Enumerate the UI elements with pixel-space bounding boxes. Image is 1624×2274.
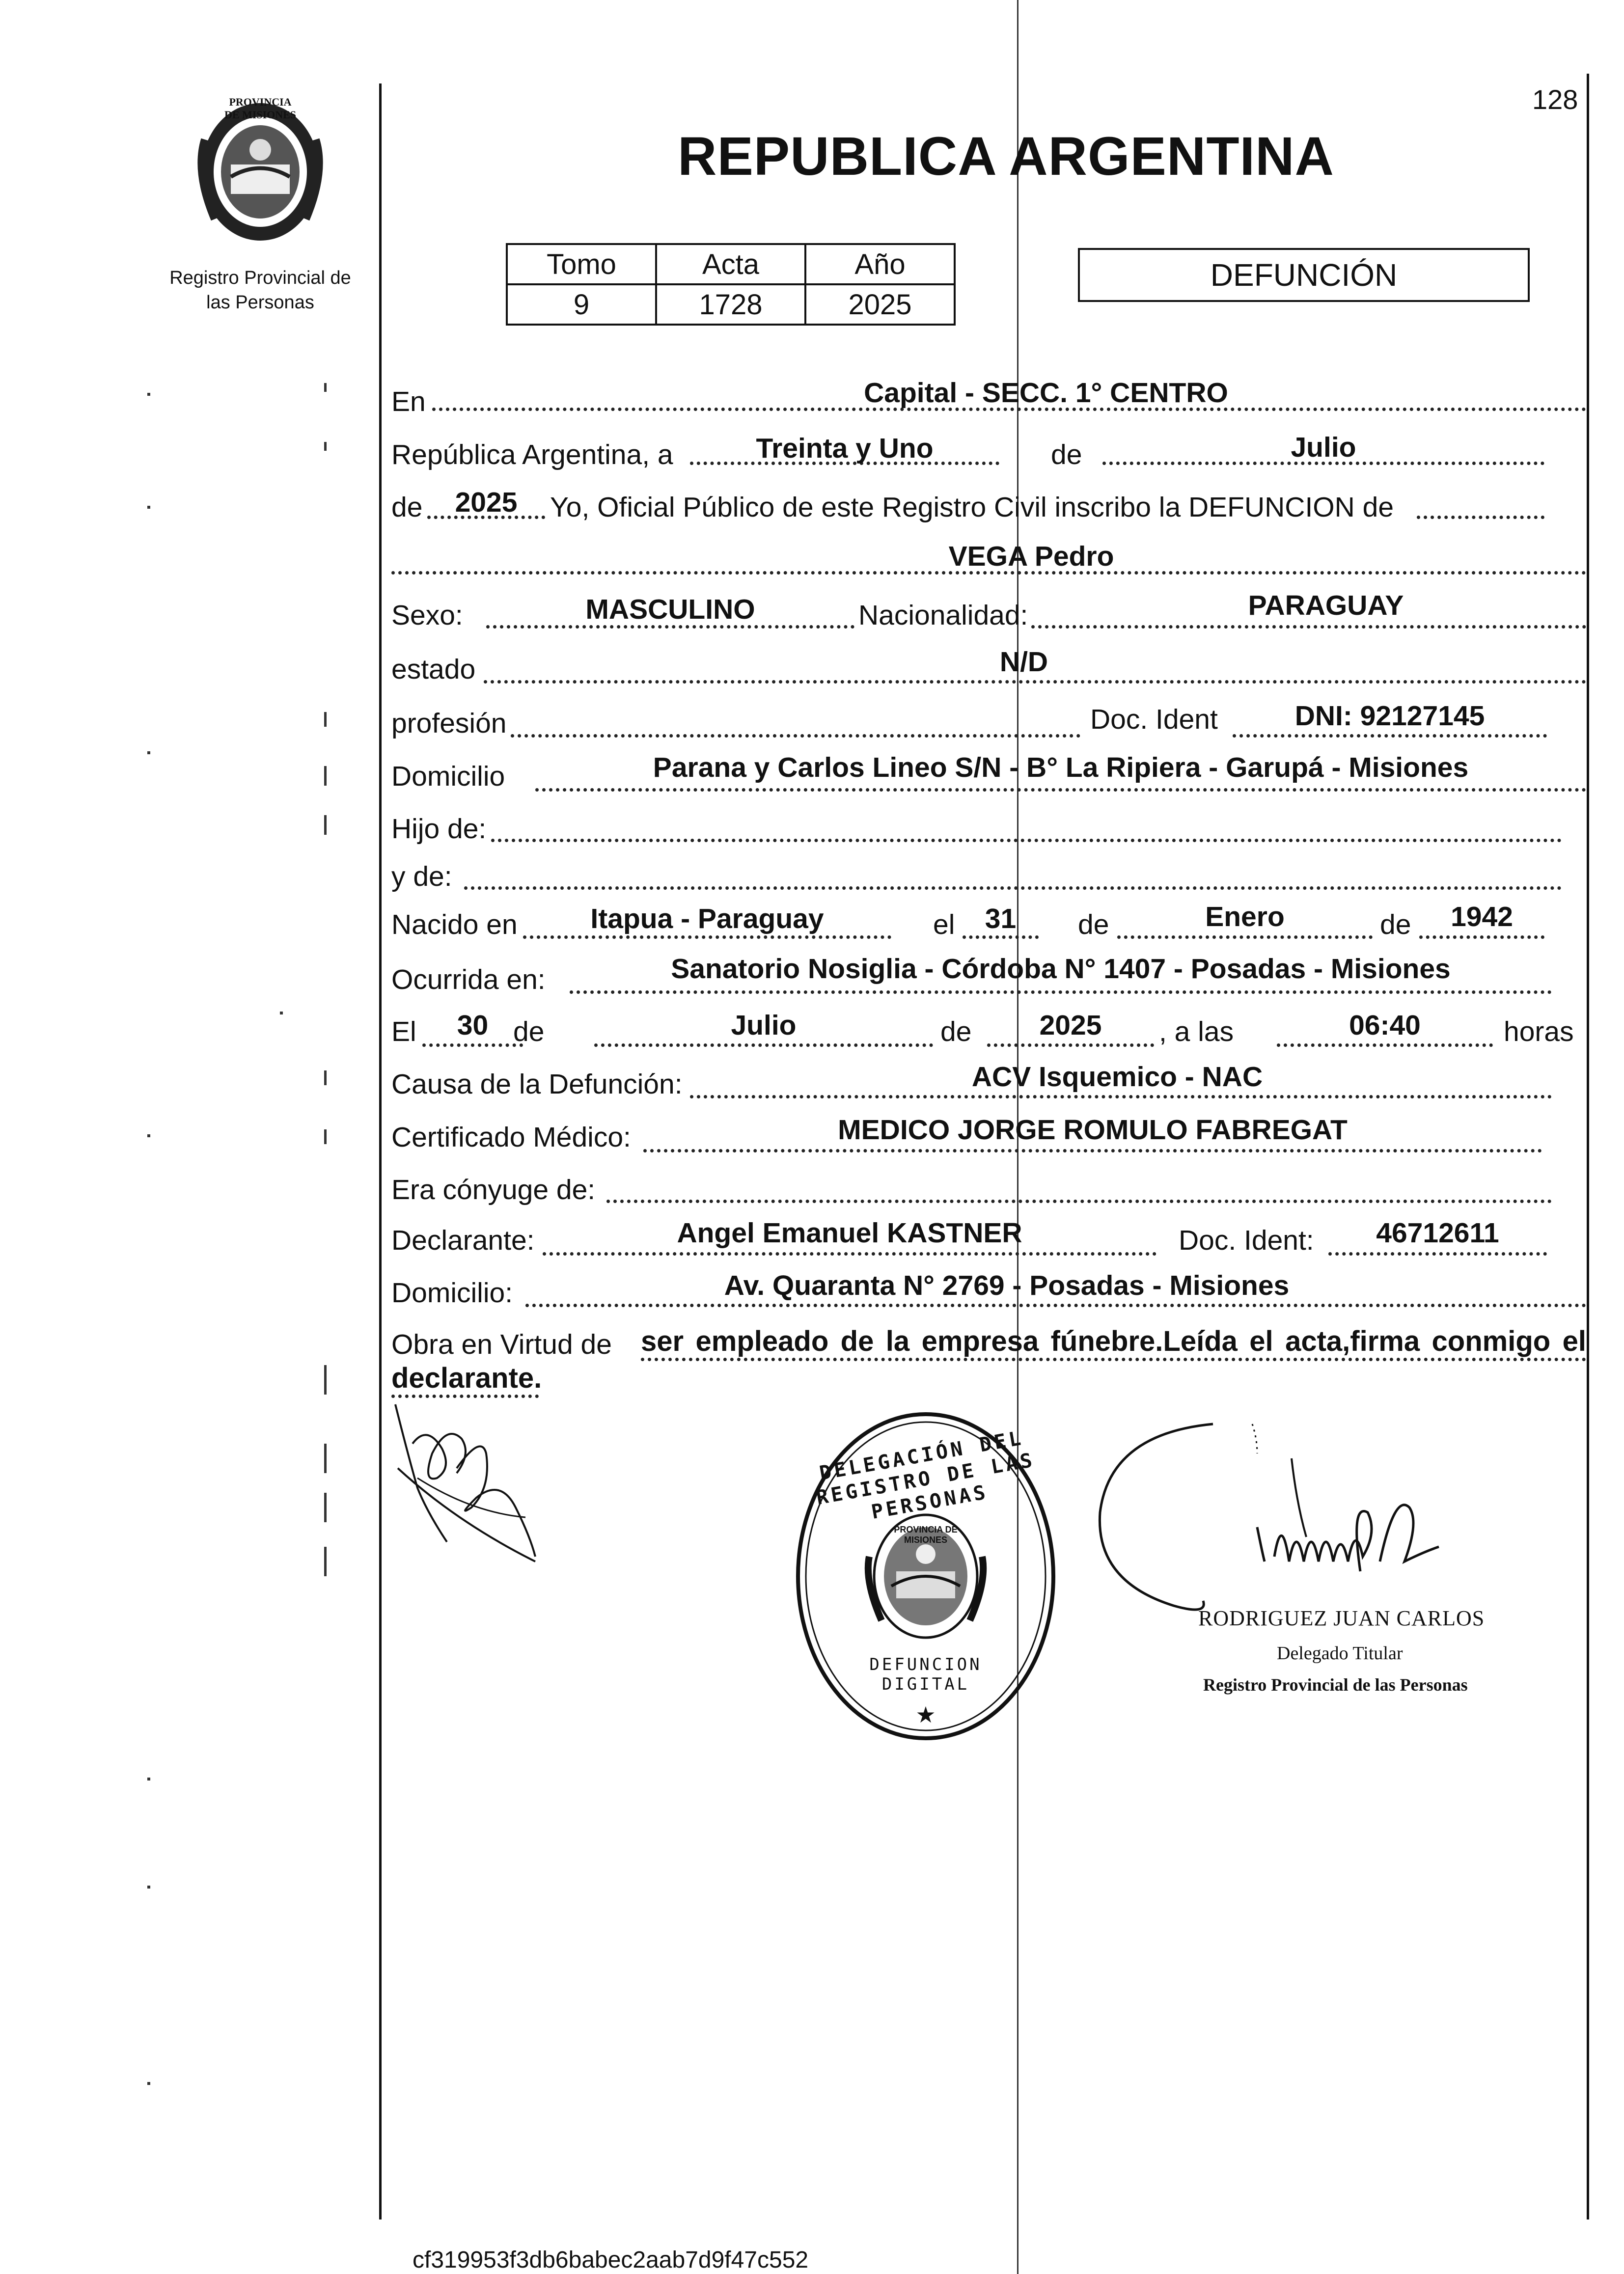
- dots-causa: [690, 1095, 1552, 1098]
- right-margin-line: [1587, 74, 1589, 2219]
- seal-center-text: PROVINCIA DE MISIONES: [894, 1525, 958, 1545]
- value-nacido-dia: 31: [985, 903, 1017, 934]
- footer-hash: cf319953f3db6babec2aab7d9f47c552: [413, 2247, 809, 2273]
- dots-def-dia: [422, 1043, 523, 1047]
- dots-profesion: [511, 734, 1080, 738]
- label-domicilio-2: Domicilio:: [391, 1277, 513, 1309]
- value-nacido-lugar: Itapua - Paraguay: [590, 903, 824, 934]
- seal-outer-text: DELEGACIÓN DEL REGISTRO DE LAS PERSONAS: [814, 1426, 1037, 1524]
- label-nacionalidad: Nacionalidad:: [858, 600, 1028, 631]
- label-declarante: Declarante:: [391, 1225, 535, 1256]
- officer-title: Delegado Titular: [1277, 1643, 1403, 1664]
- dots-declarante-doc: [1328, 1252, 1547, 1256]
- value-declarante-doc: 46712611: [1376, 1217, 1499, 1249]
- page-number: 128: [1532, 84, 1578, 115]
- label-el-cap: El: [391, 1016, 416, 1047]
- left-margin-line: [379, 83, 382, 2219]
- value-lugar: Capital - SECC. 1° CENTRO: [864, 377, 1228, 409]
- dots-ocurrida: [570, 990, 1552, 994]
- officer-name: RODRIGUEZ JUAN CARLOS: [1198, 1606, 1485, 1630]
- label-en: En: [391, 386, 426, 417]
- value-dia: Treinta y Uno: [756, 433, 934, 464]
- seal-star-icon: ★: [915, 1702, 936, 1727]
- value-anio: 2025: [455, 487, 518, 518]
- label-causa: Causa de la Defunción:: [391, 1069, 683, 1100]
- dots-conyuge: [606, 1200, 1552, 1203]
- label-el: el: [933, 909, 955, 940]
- value-sexo: MASCULINO: [585, 594, 755, 625]
- dots-sexo: [486, 625, 854, 629]
- value-declarante: Angel Emanuel KASTNER: [677, 1217, 1022, 1249]
- value-def-dia: 30: [457, 1010, 489, 1041]
- label-hijo: Hijo de:: [391, 813, 487, 845]
- dots-nacido-mes: [1117, 935, 1373, 939]
- label-estado: estado: [391, 654, 476, 685]
- value-nacido-mes: Enero: [1205, 901, 1285, 932]
- label-de-5: de: [513, 1016, 545, 1047]
- anio-header: Año: [805, 244, 955, 284]
- acta-value: 1728: [656, 284, 805, 325]
- label-de-1: de: [1051, 439, 1082, 470]
- dots-certificado: [643, 1149, 1542, 1152]
- dots-nacido-anio: [1419, 935, 1544, 939]
- dots-def-hora: [1277, 1043, 1493, 1047]
- dots-estado: [484, 680, 1586, 684]
- logo-text: PROVINCIA DE MISIONES: [224, 96, 297, 121]
- record-table: [506, 243, 956, 326]
- page-title: REPUBLICA ARGENTINA: [678, 126, 1334, 187]
- dots-obra-1: [641, 1358, 1586, 1361]
- dots-nacido-lugar: [523, 935, 891, 939]
- label-doc-ident: Doc. Ident: [1090, 704, 1218, 735]
- label-y-de: y de:: [391, 861, 452, 892]
- value-mes: Julio: [1291, 432, 1356, 463]
- value-obra-line2: declarante.: [391, 1362, 542, 1394]
- label-a-las: , a las: [1159, 1016, 1234, 1047]
- value-domicilio: Parana y Carlos Lineo S/N - B° La Ripiera - Garupá - Misiones: [653, 752, 1469, 783]
- doc-type-box: DEFUNCIÓN: [1078, 248, 1530, 302]
- registry-line1: Registro Provincial de: [169, 268, 351, 288]
- label-doc-ident-2: Doc. Ident:: [1179, 1225, 1314, 1256]
- value-def-hora: 06:40: [1349, 1010, 1421, 1041]
- official-seal: [791, 1404, 1061, 1758]
- value-nombre: VEGA Pedro: [948, 541, 1114, 572]
- value-causa: ACV Isquemico - NAC: [971, 1061, 1263, 1093]
- dots-hijo: [491, 839, 1562, 842]
- officer-org: Registro Provincial de las Personas: [1203, 1675, 1468, 1695]
- dots-declarante-dom: [525, 1304, 1586, 1307]
- value-nacionalidad: PARAGUAY: [1248, 590, 1404, 621]
- label-de-4: de: [1380, 909, 1411, 940]
- label-ocurrida: Ocurrida en:: [391, 964, 546, 995]
- tomo-header: Tomo: [507, 244, 656, 284]
- label-obra: Obra en Virtud de: [391, 1329, 612, 1360]
- dots-nacionalidad: [1031, 625, 1586, 629]
- dots-def-anio: [987, 1043, 1154, 1047]
- value-def-anio: 2025: [1039, 1010, 1102, 1041]
- value-def-mes: Julio: [731, 1010, 797, 1041]
- label-conyuge: Era cónyuge de:: [391, 1174, 596, 1205]
- acta-header: Acta: [656, 244, 805, 284]
- label-domicilio: Domicilio: [391, 761, 505, 792]
- dots-y-de: [464, 886, 1562, 890]
- value-declarante-dom: Av. Quaranta N° 2769 - Posadas - Misiones: [724, 1270, 1290, 1301]
- label-nacido: Nacido en: [391, 909, 518, 940]
- anio-value: 2025: [805, 284, 955, 325]
- declarant-signature: [388, 1395, 550, 1581]
- label-de-6: de: [940, 1016, 972, 1047]
- province-logo: [187, 91, 334, 253]
- label-profesion: profesión: [391, 708, 507, 739]
- seal-inner-text: DEFUNCION DIGITAL: [869, 1655, 982, 1694]
- value-certificado: MEDICO JORGE ROMULO FABREGAT: [838, 1114, 1348, 1146]
- value-nacido-anio: 1942: [1451, 901, 1513, 932]
- value-dni: DNI: 92127145: [1294, 700, 1485, 732]
- label-republica: República Argentina, a: [391, 439, 673, 470]
- label-certificado: Certificado Médico:: [391, 1122, 631, 1153]
- label-yo: Yo, Oficial Público de este Registro Civil inscribo la DEFUNCION de: [550, 492, 1394, 523]
- label-horas: horas: [1504, 1016, 1574, 1047]
- label-de-3: de: [1078, 909, 1109, 940]
- tomo-value: 9: [507, 284, 656, 325]
- dots-dni: [1233, 734, 1547, 738]
- dots-nacido-dia: [963, 935, 1039, 939]
- dots-yo: [1417, 516, 1544, 519]
- officer-signature: [1095, 1414, 1537, 1620]
- dots-def-mes: [594, 1043, 933, 1047]
- value-obra-line1: ser empleado de la empresa fúnebre.Leída el acta,firma conmigo el: [641, 1325, 1586, 1357]
- label-sexo: Sexo:: [391, 600, 463, 631]
- registry-line2: las Personas: [206, 292, 314, 313]
- value-estado: N/D: [999, 646, 1048, 678]
- dots-declarante: [543, 1252, 1156, 1256]
- dots-domicilio: [535, 788, 1586, 792]
- label-de-2: de: [391, 492, 423, 523]
- value-ocurrida: Sanatorio Nosiglia - Córdoba N° 1407 - Posadas - Misiones: [671, 953, 1451, 985]
